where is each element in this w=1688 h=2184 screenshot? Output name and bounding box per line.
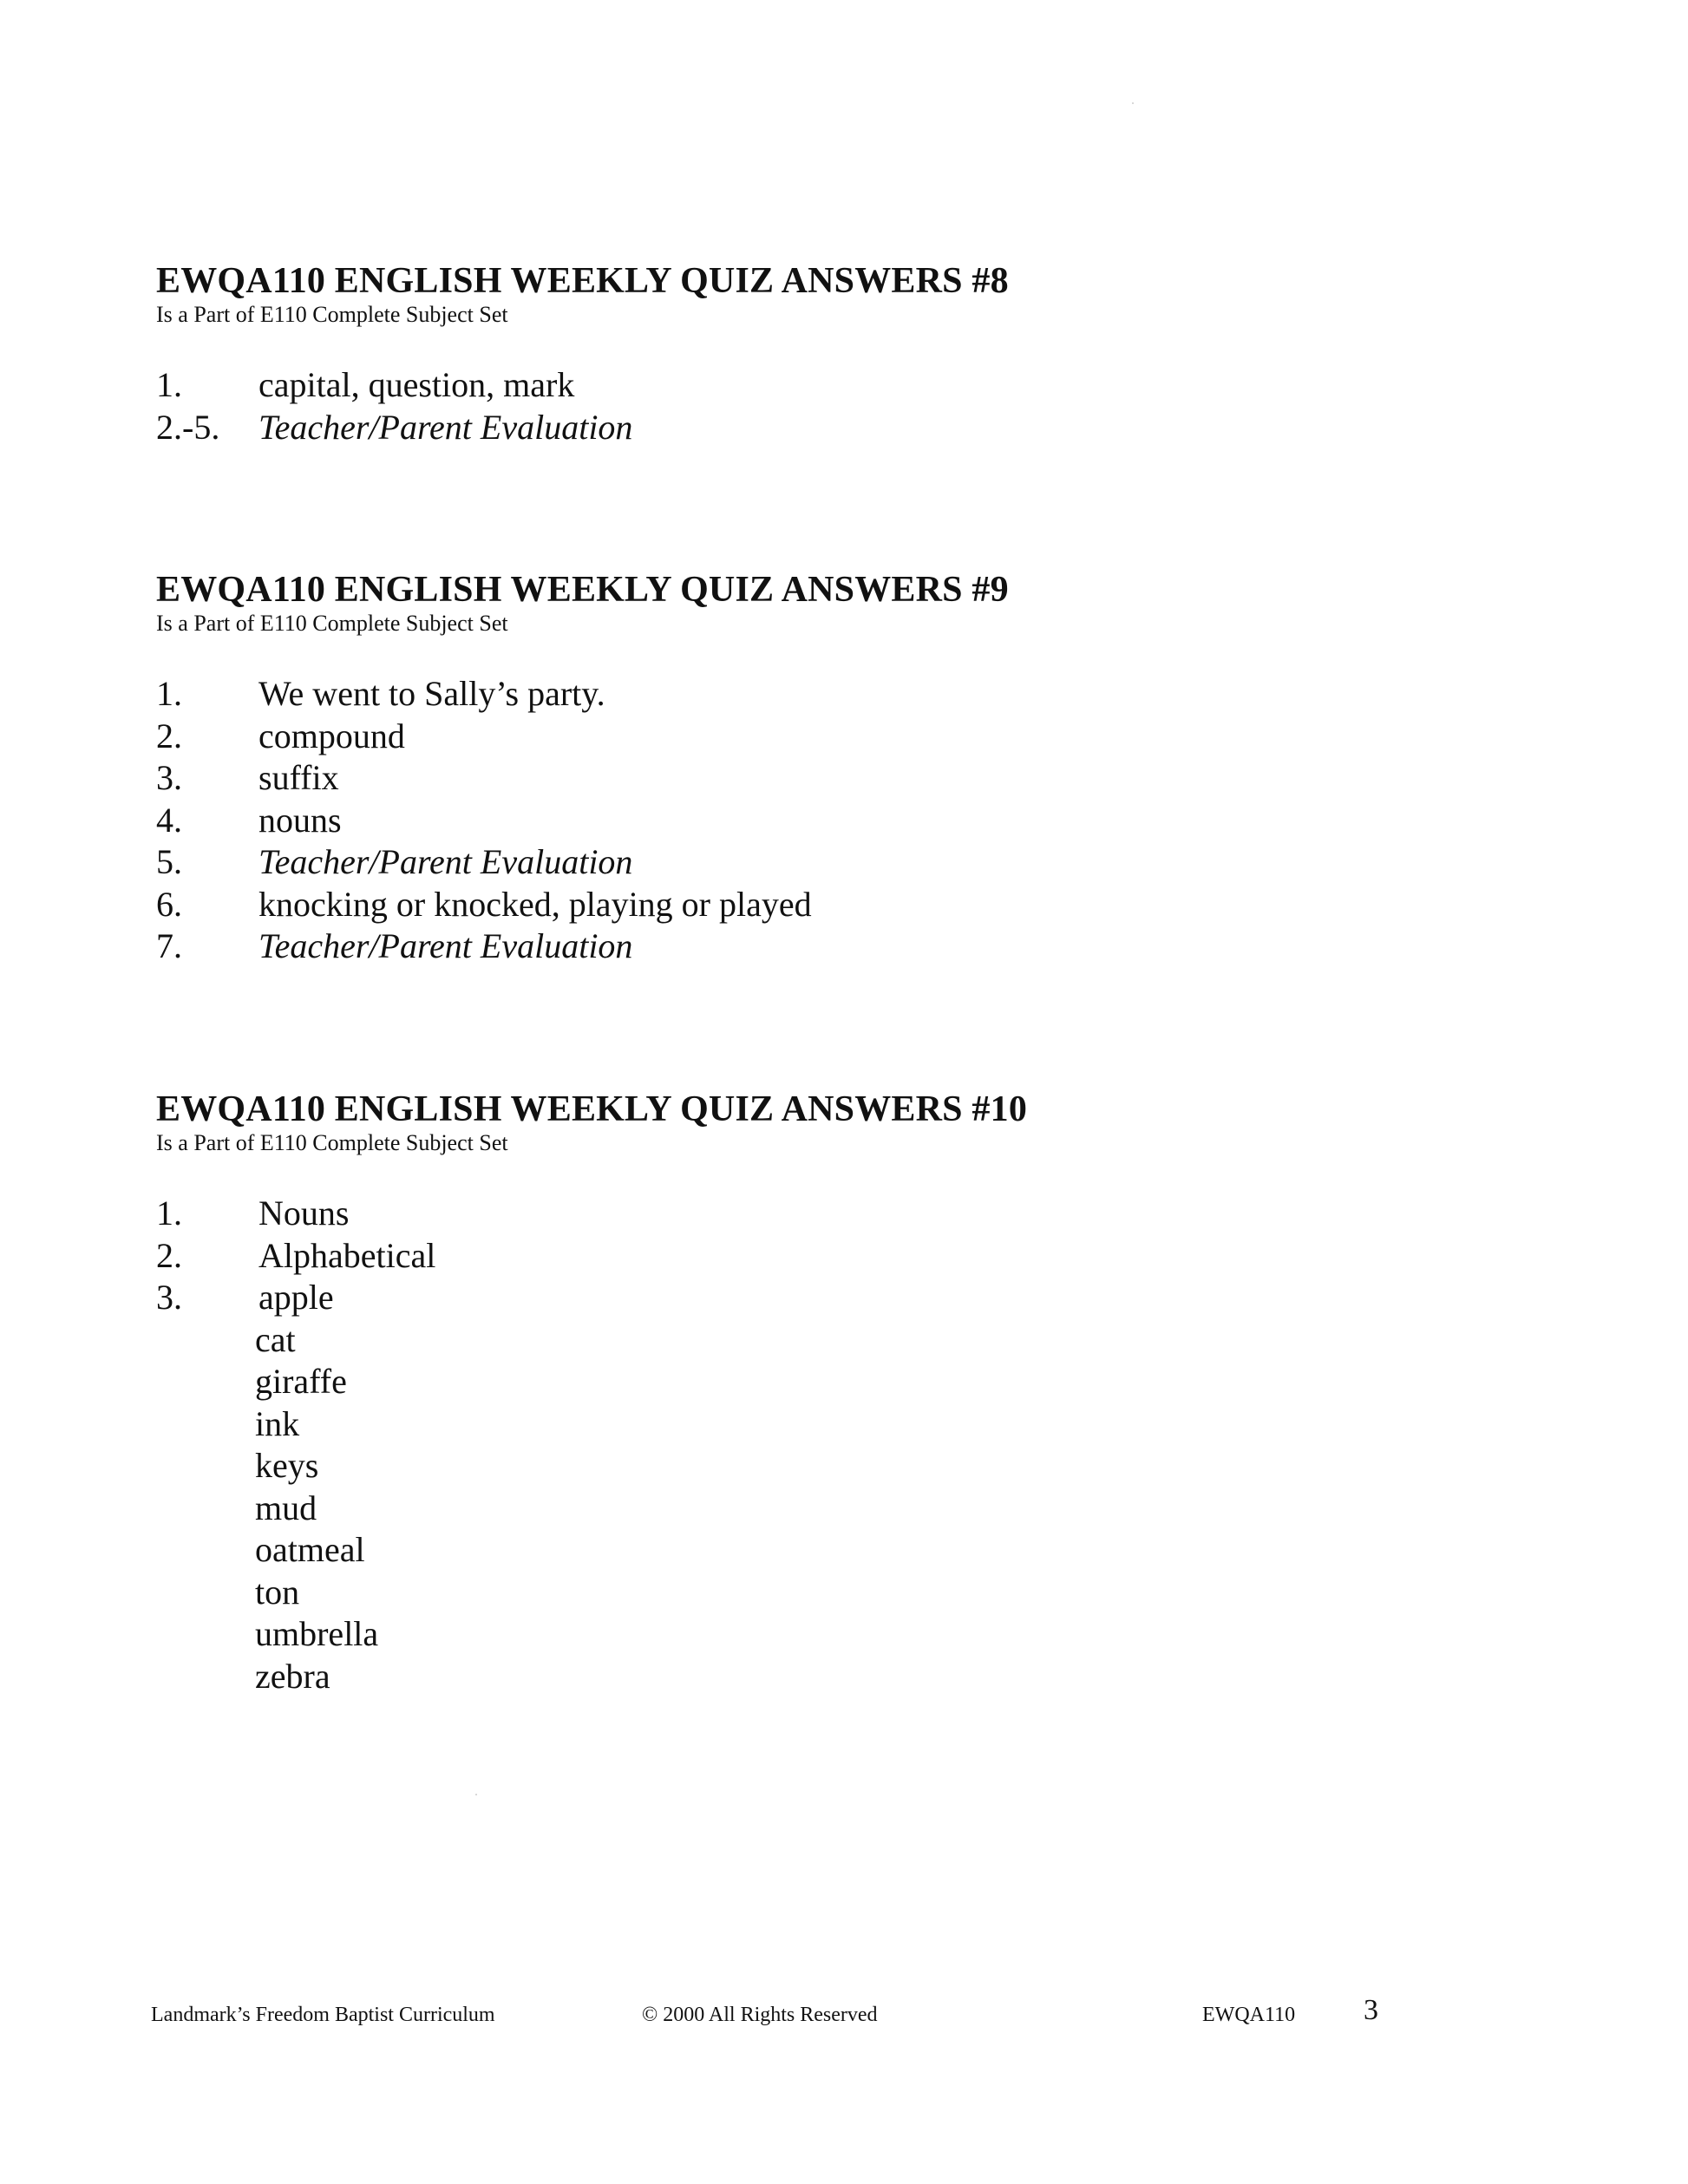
section-title: EWQA110 ENGLISH WEEKLY QUIZ ANSWERS #10 [156, 1089, 1028, 1129]
answer-number: 2. [156, 1235, 182, 1275]
section-title: EWQA110 ENGLISH WEEKLY QUIZ ANSWERS #9 [156, 570, 1009, 610]
word-list-item: ton [255, 1572, 300, 1612]
answer-text: Teacher/Parent Evaluation [258, 842, 633, 881]
answer-text: compound [258, 716, 405, 755]
answer-row [156, 884, 1457, 926]
word-list-item: mud [255, 1488, 317, 1527]
answer-row [156, 757, 1457, 800]
section-subtitle: Is a Part of E110 Complete Subject Set [156, 611, 508, 636]
answer-row [156, 1193, 1457, 1235]
answer-number: 1. [156, 674, 182, 713]
word-list-item: cat [255, 1319, 296, 1359]
answer-text: capital, question, mark [258, 365, 575, 404]
answer-number: 3. [156, 758, 182, 797]
answer-row [156, 673, 1457, 716]
answer-row [156, 364, 1457, 407]
footer-code: EWQA110 [1202, 2004, 1296, 2026]
word-list-item: zebra [255, 1656, 330, 1696]
answer-row [156, 800, 1457, 842]
answer-row [156, 925, 1457, 968]
answer-text: Alphabetical [258, 1235, 436, 1275]
answer-text: suffix [258, 758, 339, 797]
answer-list [156, 673, 1457, 968]
section-subtitle: Is a Part of E110 Complete Subject Set [156, 1130, 508, 1155]
alphabetical-word-list [156, 1319, 1457, 1698]
answer-text: We went to Sally’s party. [258, 674, 605, 713]
answer-number: 2.-5. [156, 407, 220, 447]
word-list-item: oatmeal [255, 1530, 365, 1569]
footer-publisher: Landmark’s Freedom Baptist Curriculum [151, 2004, 495, 2026]
answer-row [156, 1235, 1457, 1278]
answer-number: 6. [156, 884, 182, 924]
answer-row [156, 407, 1457, 449]
word-list-item: giraffe [255, 1362, 347, 1401]
answer-number: 2. [156, 716, 182, 755]
answer-number: 3. [156, 1278, 182, 1317]
word-list-item: keys [255, 1446, 319, 1485]
answer-number: 7. [156, 926, 182, 965]
answer-number: 1. [156, 1193, 182, 1233]
answer-number: 1. [156, 365, 182, 404]
page-number: 3 [1364, 1994, 1378, 2026]
word-list-item: umbrella [255, 1614, 379, 1653]
quiz-section-10 [156, 1089, 1457, 1697]
scan-speck [475, 1794, 477, 1795]
quiz-section-8 [156, 260, 1457, 448]
answer-row [156, 716, 1457, 758]
section-subtitle: Is a Part of E110 Complete Subject Set [156, 302, 508, 327]
answer-text: Teacher/Parent Evaluation [258, 926, 633, 965]
answer-row [156, 841, 1457, 884]
answer-text: knocking or knocked, playing or played [258, 884, 812, 924]
quiz-section-9 [156, 569, 1457, 968]
answer-number: 5. [156, 842, 182, 881]
answer-row [156, 1277, 1457, 1319]
answer-list [156, 1193, 1457, 1697]
footer-copyright: © 2000 All Rights Reserved [642, 2004, 878, 2026]
section-title: EWQA110 ENGLISH WEEKLY QUIZ ANSWERS #8 [156, 261, 1009, 301]
answer-text: Teacher/Parent Evaluation [258, 407, 633, 447]
answer-text: nouns [258, 800, 342, 840]
answer-text: apple [258, 1278, 334, 1317]
scan-speck [1132, 102, 1134, 104]
answer-text: Nouns [258, 1193, 350, 1233]
answer-number: 4. [156, 800, 182, 840]
word-list-item: ink [255, 1403, 300, 1443]
answer-list [156, 364, 1457, 448]
